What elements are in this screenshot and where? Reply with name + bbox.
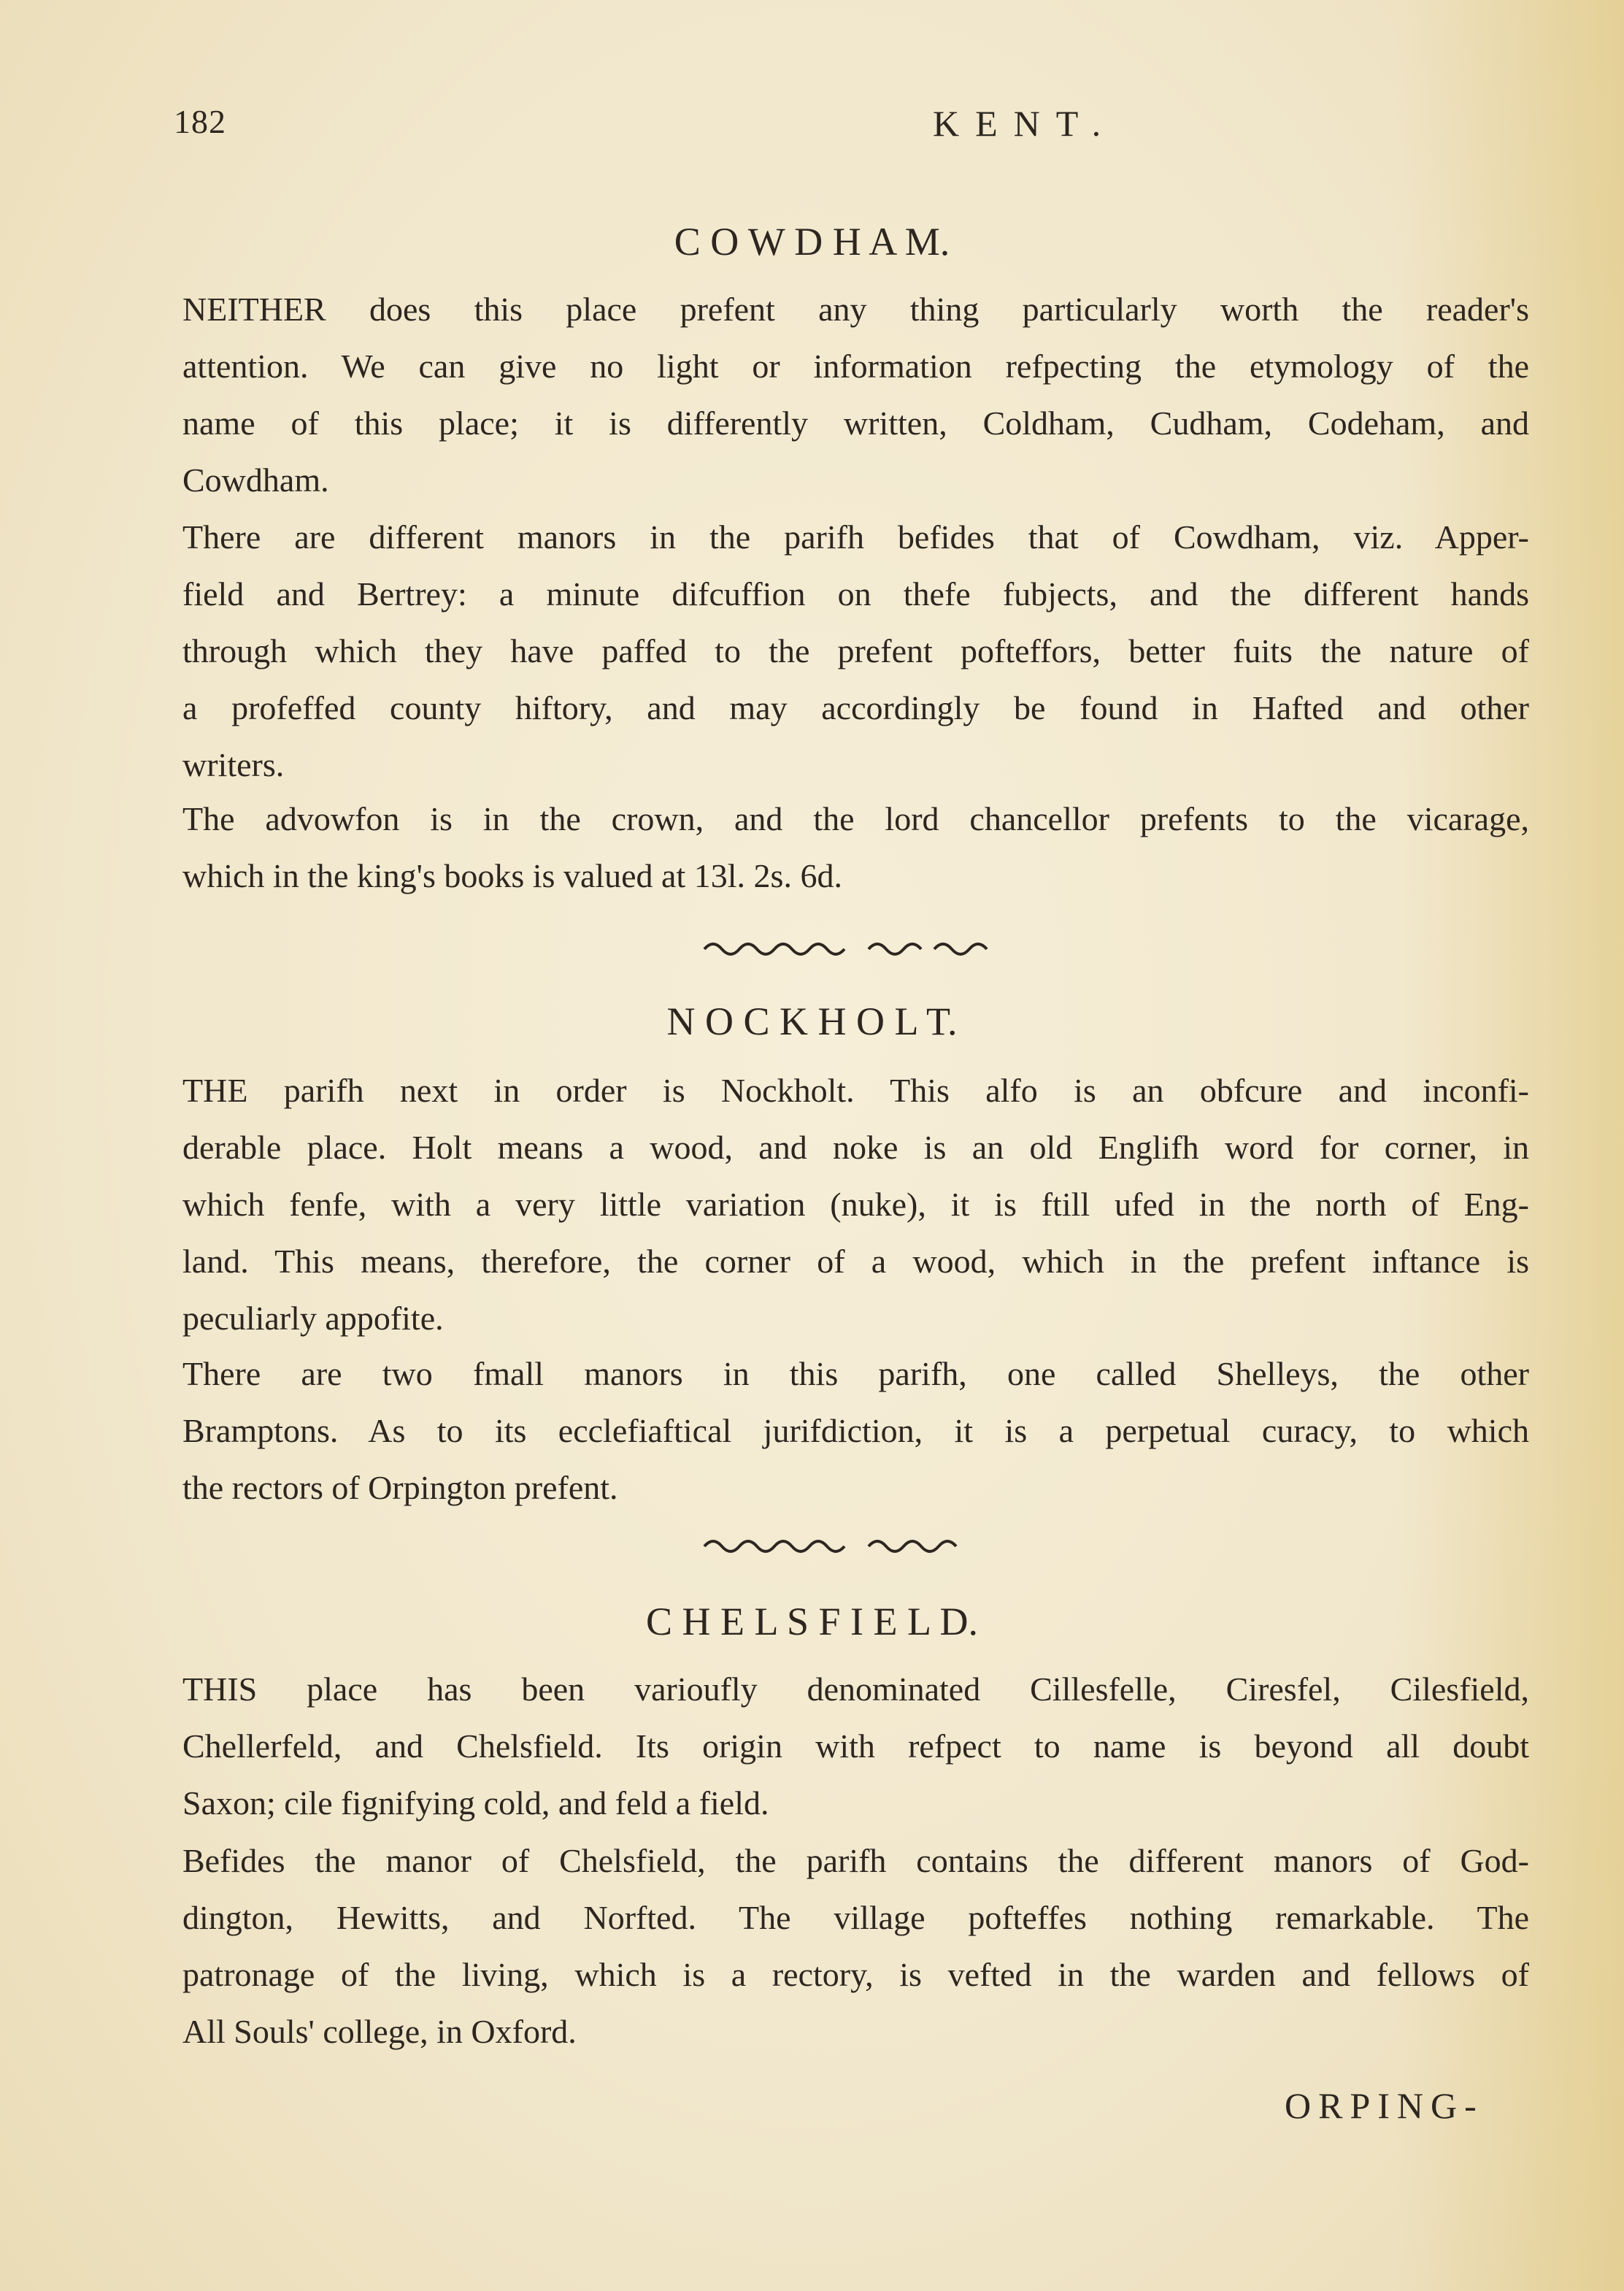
text-line: land. This means, therefore, the corner of a wood, which in the prefent inftance is <box>182 1243 1529 1280</box>
text-line: which fenfe, with a very little variation (nuke), it is ftill ufed in the north of Eng- <box>182 1186 1529 1223</box>
section-heading-chelsfield: C H E L S F I E L D. <box>646 1600 978 1643</box>
text-line: All Souls' college, in Oxford. <box>182 2013 577 2050</box>
text-line: Cowdham. <box>182 461 329 499</box>
text-line: the rectors of Orpington prefent. <box>182 1469 618 1506</box>
text-line: Chellerfeld, and Chelsfield. Its origin with refpect to name is beyond all doubt <box>182 1727 1529 1765</box>
page-header <box>174 102 1509 146</box>
text-line: derable place. Holt means a wood, and noke is an old Englifh word for corner, in <box>182 1129 1529 1166</box>
decorative-ornament <box>701 936 1007 958</box>
text-line: Befides the manor of Chelsfield, the parifh contains the different manors of God- <box>182 1842 1529 1879</box>
section-heading-nockholt: N O C K H O L T. <box>666 999 958 1043</box>
paragraph <box>182 281 1529 509</box>
paragraph <box>182 791 1529 905</box>
text-line: THE parifh next in order is Nockholt. This alfo is an obfcure and inconfi- <box>182 1072 1529 1109</box>
paragraph <box>182 1062 1529 1347</box>
paragraph <box>182 509 1529 794</box>
text-line: There are two fmall manors in this parifh, one called Shelleys, the other <box>182 1355 1529 1392</box>
text-line: Bramptons. As to its ecclefiaftical jurifdiction, it is a perpetual curacy, to which <box>182 1412 1529 1449</box>
running-head: KENT. <box>933 103 1117 144</box>
section-heading-cowdham: C O W D H A M. <box>674 220 950 264</box>
text-line: peculiarly appofite. <box>182 1300 444 1337</box>
text-line: a profeffed county hiftory, and may accordingly be found in Hafted and other <box>182 689 1529 726</box>
paragraph <box>182 1833 1529 2060</box>
decorative-ornament <box>701 1533 1007 1555</box>
text-line: name of this place; it is differently written, Coldham, Cudham, Codeham, and <box>182 404 1529 442</box>
text-line: through which they have paffed to the prefent pofteffors, better fuits the nature of <box>182 632 1529 669</box>
text-line: The advowfon is in the crown, and the lord chancellor prefents to the vicarage, <box>182 800 1529 837</box>
catchword: ORPING- <box>1285 2085 1484 2126</box>
paragraph <box>182 1661 1529 1832</box>
text-line: Saxon; cile fignifying cold, and feld a field. <box>182 1784 769 1822</box>
text-line: field and Bertrey: a minute difcuffion on thefe fubjects, and the different hands <box>182 575 1529 613</box>
text-line: attention. We can give no light or information refpecting the etymology of the <box>182 348 1529 385</box>
text-line: NEITHER does this place prefent any thing particularly worth the reader's <box>182 291 1529 328</box>
text-line: dington, Hewitts, and Norfted. The village pofteffes nothing remarkable. The <box>182 1899 1529 1936</box>
page-number: 182 <box>174 103 226 140</box>
text-line: There are different manors in the parifh befides that of Cowdham, viz. Apper- <box>182 518 1529 556</box>
text-line: patronage of the living, which is a rectory, is vefted in the warden and fellows of <box>182 1956 1529 1993</box>
paragraph <box>182 1346 1529 1516</box>
text-line: which in the king's books is valued at 13l. 2s. 6d. <box>182 857 842 894</box>
text-line: writers. <box>182 746 285 783</box>
text-line: THIS place has been varioufly denominated Cillesfelle, Ciresfel, Cilesfield, <box>182 1670 1529 1708</box>
